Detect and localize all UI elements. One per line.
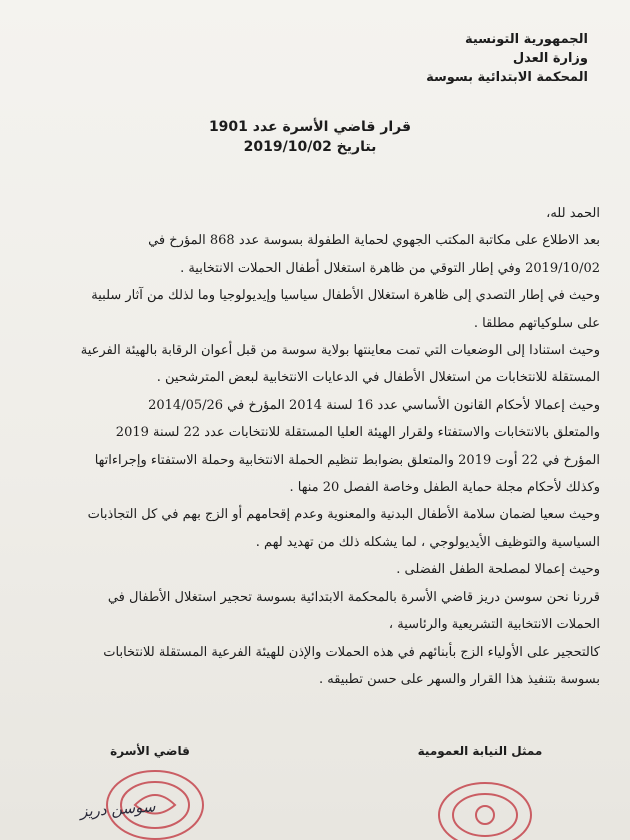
letterhead-republic: الجمهورية التونسية	[464, 32, 588, 47]
body-line: قررنا نحن سوسن دريز قاضي الأسرة بالمحكمة الابتدائية بسوسة تحجير استغلال الأطفال في	[107, 589, 600, 605]
decision-date: بتاريخ 2019/10/02	[243, 139, 377, 155]
decision-title: قرار قاضي الأسرة عدد 1901	[208, 119, 412, 135]
body-line: كالتحجير على الأولياء الزج بأبنائهم في هذه الحملات والإذن للهيئة الفرعية المستقلة للانتخابات	[103, 644, 600, 660]
body-line: بعد الاطلاع على مكاتبة المكتب الجهوي لحماية الطفولة بسوسة عدد 868 المؤرخ في	[148, 233, 600, 249]
prosecutor-stamp-icon	[430, 775, 540, 840]
letterhead-court: المحكمة الابتدائية بسوسة	[426, 70, 588, 85]
body-line: وحيث استنادا إلى الوضعيات التي تمت معاينتها بولاية سوسة من قبل أعوان الرقابة بالهيئة الفرعية	[80, 343, 600, 359]
body-line: وحيث سعيا لضمان سلامة الأطفال البدنية والمعنوية وعدم إقحامهم أو الزج بهم في كل التجاذبات	[87, 507, 600, 523]
signature-prosecutor-title: ممثل النيابة العمومية	[417, 744, 543, 758]
body-line: السياسية والتوظيف الأيديولوجي ، لما يشكله ذلك من تهديد لهم .	[255, 534, 600, 550]
body-line: المستقلة للانتخابات من استغلال الأطفال في الدعايات الانتخابية لبعض المترشحين .	[156, 370, 600, 386]
body-line: وحيث إعمالا لأحكام القانون الأساسي عدد 16 لسنة 2014 المؤرخ في 2014/05/26	[148, 397, 600, 413]
body-line: وكذلك لأحكام مجلة حماية الطفل وخاصة الفصل 20 منها .	[289, 480, 600, 496]
body-line: الحمد لله،	[546, 206, 600, 221]
letterhead	[328, 30, 588, 87]
signature-judge-title: قاضي الأسرة	[110, 744, 190, 758]
body-line: المؤرخ في 22 أوت 2019 والمتعلق بضوابط تنظيم الحملة الانتخابية وحملة الاستفتاء وإجراءاتها	[94, 452, 600, 468]
body-line: على سلوكياتهم مطلقا .	[473, 315, 600, 331]
body-line: وحيث إعمالا لمصلحة الطفل الفضلى .	[396, 562, 600, 578]
body-line: والمتعلق بالانتخابات والاستفتاء ولقرار الهيئة العليا المستقلة للانتخابات عدد 22 لسنة 2019	[115, 425, 600, 441]
judge-handwritten-name: سوسن دريز	[79, 797, 156, 821]
body-line: الحملات الانتخابية التشريعية والرئاسية ،	[388, 617, 600, 633]
body-line: وحيث في إطار التصدي إلى ظاهرة استغلال الأطفال سياسيا وإيديولوجيا وما لذلك من آثار سلبية	[91, 288, 600, 304]
body-line: 2019/10/02 وفي إطار التوقي من ظاهرة استغلال أطفال الحملات الانتخابية .	[180, 260, 600, 276]
letterhead-ministry: وزارة العدل	[512, 51, 588, 66]
decision-body	[36, 200, 600, 693]
body-line: بسوسة بتنفيذ هذا القرار والسهر على حسن تطبيقه .	[319, 671, 600, 687]
